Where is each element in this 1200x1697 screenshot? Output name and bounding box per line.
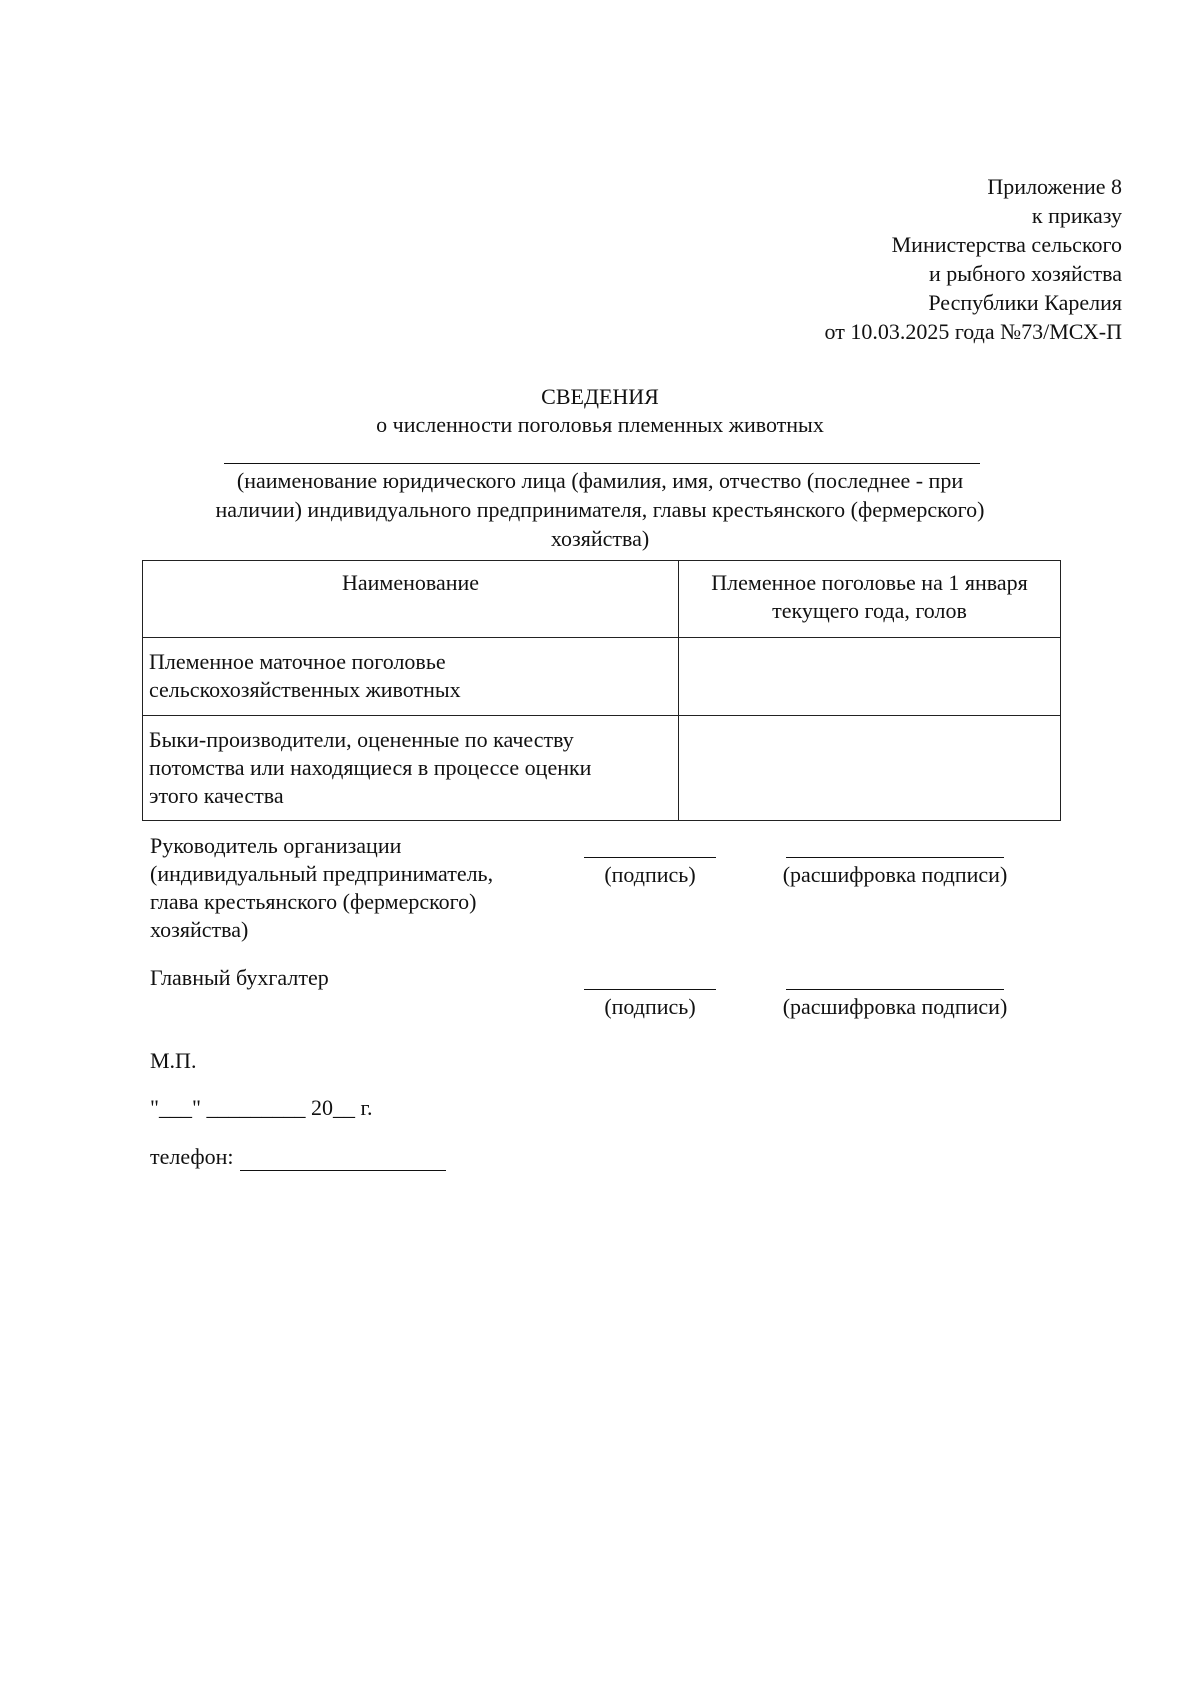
- appendix-line: к приказу: [1031, 203, 1122, 228]
- entity-name-caption: [150, 466, 1050, 553]
- phone-label: телефон:: [150, 1144, 234, 1169]
- accountant-signature-caption: (подпись): [604, 994, 696, 1019]
- phone-field[interactable]: [240, 1148, 446, 1171]
- header-value-line: текущего года, голов: [772, 598, 967, 623]
- accountant-signature-label: [150, 964, 329, 992]
- appendix-line: от 10.03.2025 года №73/МСХ-П: [824, 319, 1122, 344]
- row-name-cell: [143, 638, 679, 716]
- table-row: [143, 716, 1061, 821]
- row-name-cell: [143, 716, 679, 821]
- caption-line: наличии) индивидуального предпринимателя, главы крестьянского (фермерского): [215, 497, 985, 522]
- head-signature-field[interactable]: [584, 857, 716, 858]
- head-signature-label: [150, 832, 493, 944]
- table-header-row: [143, 561, 1061, 638]
- header-value: [679, 561, 1061, 638]
- appendix-header: [600, 172, 1122, 346]
- appendix-line: и рыбного хозяйства: [929, 261, 1122, 286]
- head-signature-decoding-field[interactable]: [786, 857, 1004, 858]
- stamp-place: М.П.: [150, 1048, 197, 1073]
- label-line: Главный бухгалтер: [150, 965, 329, 990]
- label-line: Руководитель организации: [150, 833, 402, 858]
- row-value-cell[interactable]: [679, 638, 1061, 716]
- header-name-label: Наименование: [341, 570, 480, 595]
- row-value-cell[interactable]: [679, 716, 1061, 821]
- document-subtitle: о численности поголовья племенных животных: [376, 412, 824, 437]
- livestock-table: [142, 560, 1061, 821]
- label-line: (индивидуальный предприниматель,: [150, 861, 494, 886]
- entity-name-field[interactable]: [224, 463, 980, 464]
- head-signature-caption: (подпись): [604, 862, 696, 887]
- accountant-signature-decoding-field[interactable]: [786, 989, 1004, 990]
- date-field[interactable]: "___" _________ 20__ г.: [150, 1095, 373, 1120]
- label-line: глава крестьянского (фермерского): [150, 889, 477, 914]
- table-row: [143, 638, 1061, 716]
- document-title: СВЕДЕНИЯ: [541, 384, 659, 409]
- head-decoding-caption: (расшифровка подписи): [782, 862, 1008, 887]
- row-name-line: сельскохозяйственных животных: [149, 677, 461, 702]
- label-line: хозяйства): [150, 917, 249, 942]
- appendix-line: Министерства сельского: [891, 232, 1122, 257]
- header-name: [143, 561, 679, 638]
- caption-line: хозяйства): [550, 526, 650, 551]
- header-value-line: Племенное поголовье на 1 января: [711, 570, 1028, 595]
- row-name-line: потомства или находящиеся в процессе оценки: [149, 755, 592, 780]
- accountant-signature-field[interactable]: [584, 989, 716, 990]
- appendix-line: Республики Карелия: [928, 290, 1122, 315]
- row-name-line: Племенное маточное поголовье: [149, 649, 446, 674]
- accountant-decoding-caption: (расшифровка подписи): [782, 994, 1008, 1019]
- row-name-line: этого качества: [149, 783, 284, 808]
- phone-row: [150, 1143, 446, 1171]
- appendix-line: Приложение 8: [987, 174, 1122, 199]
- caption-line: (наименование юридического лица (фамилия, имя, отчество (последнее - при: [236, 468, 964, 493]
- row-name-line: Быки-производители, оцененные по качеству: [149, 727, 574, 752]
